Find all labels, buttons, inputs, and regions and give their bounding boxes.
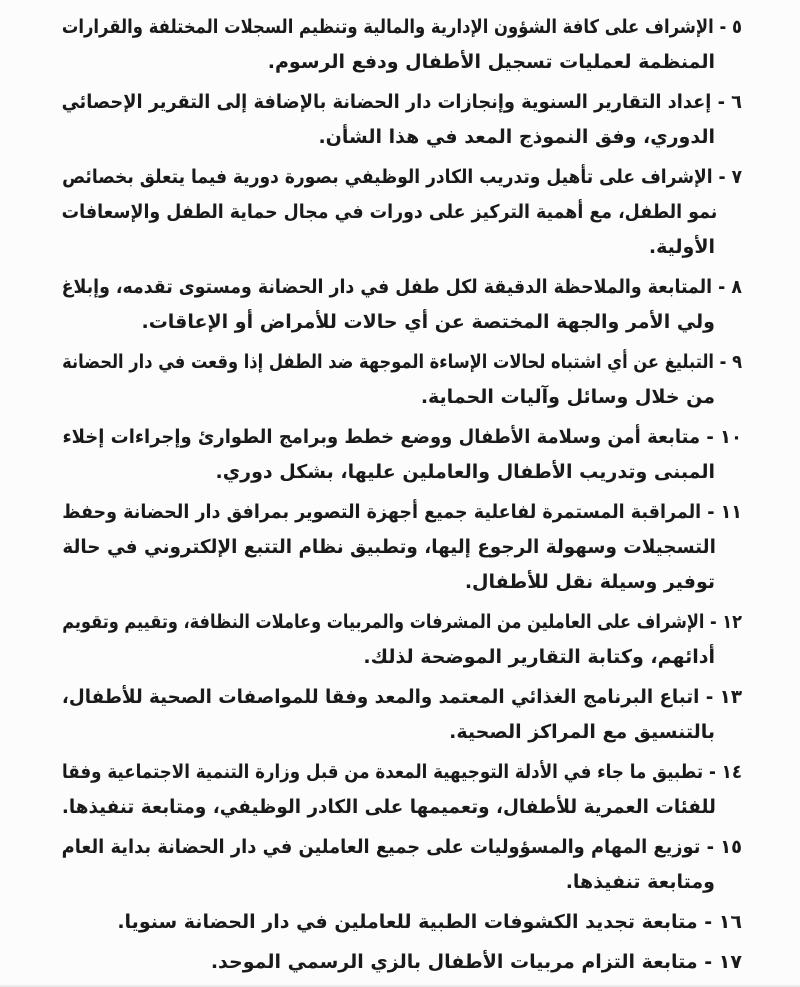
list-item-13 xyxy=(62,680,742,750)
item-continuation-line: للفئات العمرية للأطفال، وتعميمها على الكادر الوظيفي، ومتابعة تنفيذها. xyxy=(61,796,716,818)
list-item-11 xyxy=(62,495,742,600)
list-item-12 xyxy=(62,605,742,675)
item-continuation-line: من خلال وسائل وآليات الحماية. xyxy=(420,386,715,408)
item-continuation-line: نمو الطفل، مع أهمية التركيز على دورات في مجال حماية الطفل والإسعافات xyxy=(61,201,718,223)
list-item-8 xyxy=(62,270,742,340)
item-continuation-line: ولي الأمر والجهة المختصة عن أي حالات للأمراض أو الإعاقات. xyxy=(141,311,715,333)
list-item-15 xyxy=(62,830,742,900)
list-item-14 xyxy=(62,755,742,825)
item-first-line: ٦ - إعداد التقارير السنوية وإنجازات دار الحضانة بالإضافة إلى التقرير الإحصائي xyxy=(61,91,742,113)
item-continuation-line: أدائهم، وكتابة التقارير الموضحة لذلك. xyxy=(363,646,715,668)
item-first-line: ٥ - الإشراف على كافة الشؤون الإدارية والمالية وتنظيم السجلات المختلفة والقرارات xyxy=(61,16,742,38)
list-item-7 xyxy=(62,160,742,265)
item-first-line: ١٦ - متابعة تجديد الكشوفات الطبية للعاملين في دار الحضانة سنويا. xyxy=(117,911,742,933)
item-first-line: ١٣ - اتباع البرنامج الغذائي المعتمد والمعد وفقا للمواصفات الصحية للأطفال، xyxy=(61,686,742,708)
list-item-17 xyxy=(62,945,742,980)
list-item-10 xyxy=(62,420,742,490)
item-continuation-line: الدوري، وفق النموذج المعد في هذا الشأن. xyxy=(318,126,715,148)
item-first-line: ١١ - المراقبة المستمرة لفاعلية جميع أجهزة التصوير بمرافق دار الحضانة وحفظ xyxy=(62,501,742,523)
list-item-6 xyxy=(62,85,742,155)
item-continuation-line: التسجيلات وسهولة الرجوع إليها، وتطبيق نظام التتبع الإلكتروني في حالة xyxy=(62,536,716,558)
item-first-line: ٨ - المتابعة والملاحظة الدقيقة لكل طفل في دار الحضانة ومستوى تقدمه، وإبلاغ xyxy=(61,276,742,298)
list-item-9 xyxy=(62,345,742,415)
item-continuation-line: بالتنسيق مع المراكز الصحية. xyxy=(449,721,715,743)
item-first-line: ١٢ - الإشراف على العاملين من المشرفات والمربيات وعاملات النظافة، وتقييم وتقويم xyxy=(62,611,742,633)
item-first-line: ٧ - الإشراف على تأهيل وتدريب الكادر الوظيفي بصورة دورية فيما يتعلق بخصائص xyxy=(62,166,742,188)
list-item-5 xyxy=(62,10,742,80)
item-first-line: ٩ - التبليغ عن أي اشتباه لحالات الإساءة الموجهة ضد الطفل إذا وقعت في دار الحضانة xyxy=(62,351,742,373)
list-item-16 xyxy=(62,905,742,940)
item-first-line: ١٧ - متابعة التزام مربيات الأطفال بالزي الرسمي الموحد. xyxy=(210,951,742,973)
item-continuation-line: توفير وسيلة نقل للأطفال. xyxy=(464,571,715,593)
item-continuation-line: المبنى وتدريب الأطفال والعاملين عليها، بشكل دوري. xyxy=(215,461,715,483)
item-continuation-line: ومتابعة تنفيذها. xyxy=(565,871,715,893)
item-continuation-line: الأولية. xyxy=(648,236,715,258)
item-first-line: ١٠ - متابعة أمن وسلامة الأطفال ووضع خطط وبرامج الطوارئ وإجراءات إخلاء xyxy=(62,426,742,448)
item-first-line: ١٥ - توزيع المهام والمسؤوليات على جميع العاملين في دار الحضانة بداية العام xyxy=(61,836,742,858)
item-first-line: ١٤ - تطبيق ما جاء في الأدلة التوجيهية المعدة من قبل وزارة التنمية الاجتماعية وفقا xyxy=(62,761,742,783)
item-continuation-line: المنظمة لعمليات تسجيل الأطفال ودفع الرسوم. xyxy=(267,51,715,73)
duties-list xyxy=(62,10,742,985)
